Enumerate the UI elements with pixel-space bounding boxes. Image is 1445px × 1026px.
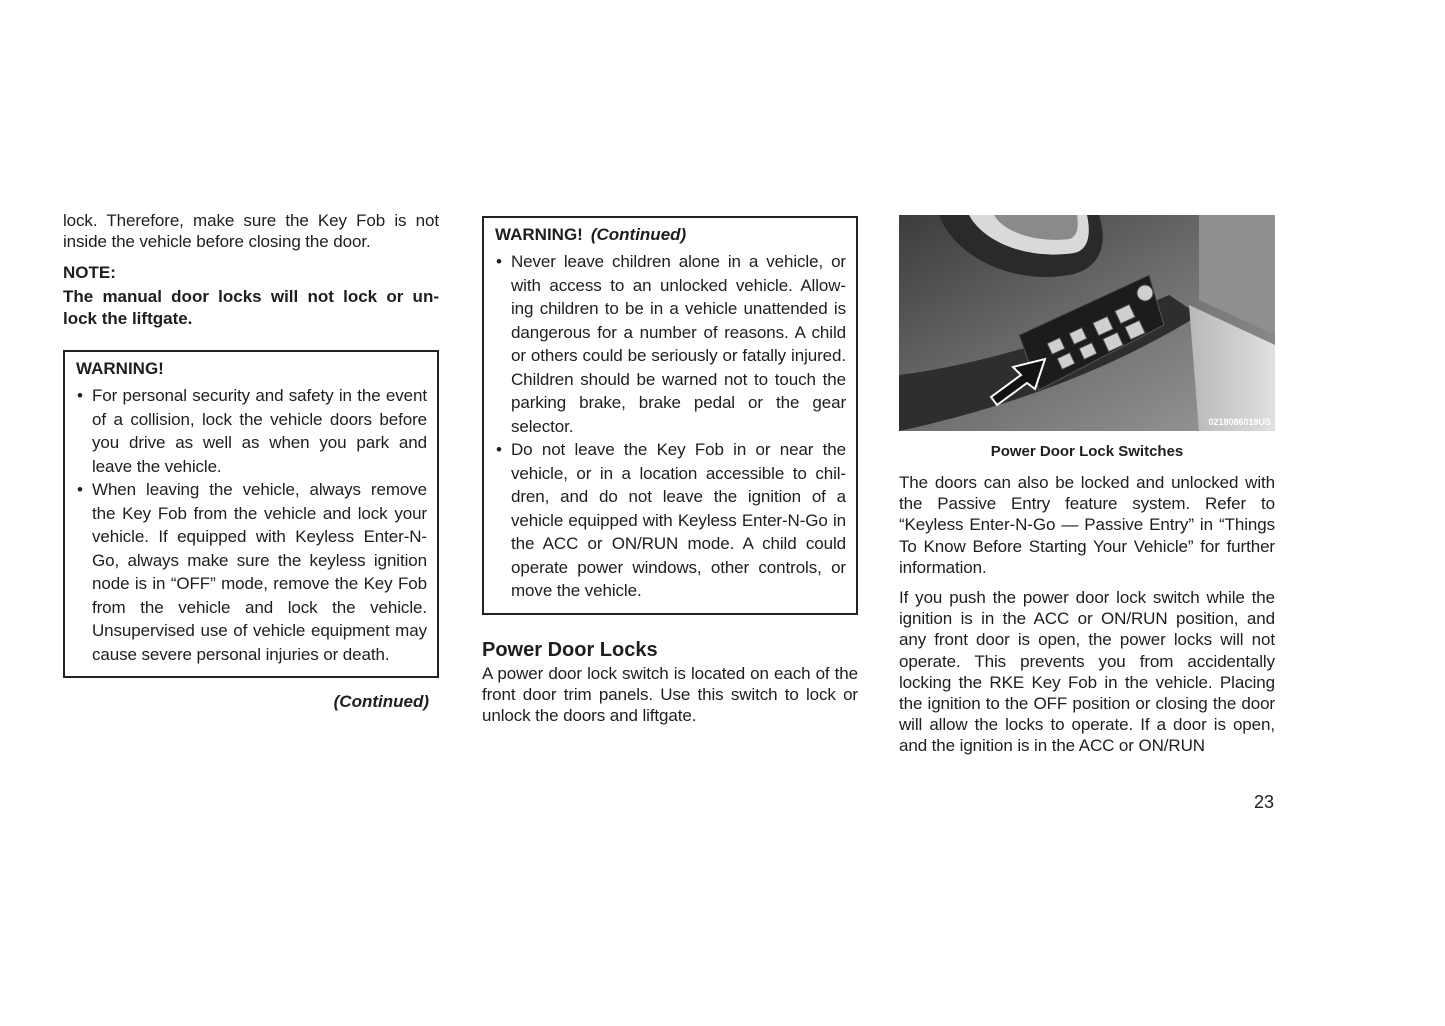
continued-label: (Continued) — [333, 692, 429, 712]
warning-title-text: WARNING! — [495, 225, 583, 244]
warning-box-continued — [482, 216, 858, 615]
warning-bullet-list — [495, 250, 846, 603]
note-label: NOTE: — [63, 263, 116, 283]
warning-bullet — [495, 250, 846, 438]
door-lock-switch-photo — [899, 215, 1275, 431]
warning-bullet-text: When leaving the vehicle, always remove the Key Fob from the vehicle and lock your vehicle. If equipped with Keyless Enter-N-Go, always make sure the keyless ignition node is in “OFF” mode, remove the Key Fob from the vehicle and lock the vehicle. Unsupervised use of vehicle equipment may cause severe personal injuries or death. — [92, 480, 427, 664]
column-middle — [482, 216, 858, 726]
note-text: The manual door locks will not lock or un- lock the liftgate. — [63, 287, 439, 329]
warning-title-text: WARNING! — [76, 359, 164, 379]
intro-paragraph: lock. Therefore, make sure the Key Fob is not inside the vehicle before closing the door. — [63, 211, 439, 252]
door-panel-illustration — [899, 215, 1275, 431]
bullet-icon: • — [77, 386, 83, 406]
column-left — [63, 210, 439, 712]
section-heading: Power Door Locks — [482, 638, 658, 661]
bullet-icon: • — [496, 252, 502, 271]
figure-caption: Power Door Lock Switches — [990, 443, 1184, 460]
warning-title — [76, 358, 427, 380]
warning-bullet-text: Never leave children alone in a vehicle, or with access to an unlocked vehicle. Allow- ing children to be in a vehicle unattended is dangerous for a number of reasons. A child or others could be seriously or fatally injured. Children should be warned not to touch the parking brake, brake pedal or the gear selector. — [511, 252, 846, 436]
warning-title-suffix: (Continued) — [590, 225, 687, 244]
warning-box — [63, 350, 439, 678]
warning-bullet-list — [76, 384, 427, 666]
column-right — [899, 215, 1275, 757]
warning-bullet — [495, 438, 846, 603]
warning-bullet — [76, 478, 427, 666]
passive-entry-paragraph: The doors can also be locked and unlocked with the Passive Entry feature system. Refer to “Keyless Enter-N-Go — Passive Entry” in “Things To Know Before Starting Your Vehicle” for further information. — [899, 473, 1275, 577]
warning-title — [495, 224, 846, 246]
figure-code: 0218086019US — [1208, 417, 1271, 427]
warning-bullet — [76, 384, 427, 478]
warning-bullet-text: For personal security and safety in the event of a collision, lock the vehicle doors before you drive as well as when you park and leave the vehicle. — [92, 386, 427, 476]
bullet-icon: • — [77, 480, 83, 500]
warning-bullet-text: Do not leave the Key Fob in or near the vehicle, or in a location accessible to chil- dren, and do not leave the ignition of a vehicle equipped with Keyless Enter-N-Go in the ACC or ON/RUN mode. A child could operate power windows, other controls, or move the vehicle. — [511, 440, 846, 600]
page-number: 23 — [1253, 792, 1274, 812]
door-lock-paragraph: If you push the power door lock switch while the ignition is in the ACC or ON/RUN position, and any front door is open, the power locks will not operate. This prevents you from accidentally locking the RKE Key Fob in the vehicle. Placing the ignition to the OFF position or closing the door will allow the locks to operate. If a door is open, and the ignition is in the ACC or ON/RUN — [899, 588, 1275, 756]
section-paragraph: A power door lock switch is located on each of the front door trim panels. Use this switch to lock or unlock the doors and liftgate. — [482, 663, 858, 725]
bullet-icon: • — [496, 440, 502, 459]
